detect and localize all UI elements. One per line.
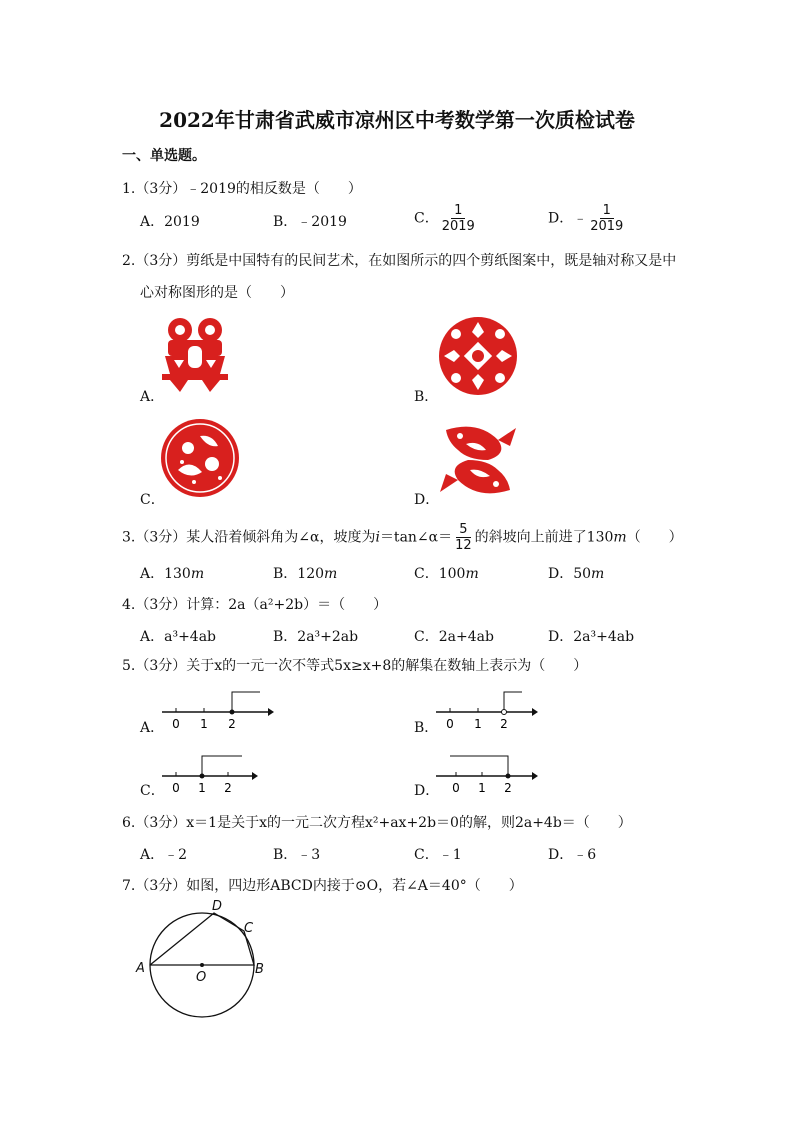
q5-option-c[interactable]: C． xyxy=(140,783,165,799)
q1-option-b[interactable]: B．﹣2019 xyxy=(273,214,347,230)
point-label-b: B xyxy=(255,962,264,977)
q3-option-b-label: B．120 xyxy=(273,566,325,582)
q6-prefix: 6.（3分） xyxy=(122,815,187,831)
q4-option-c[interactable]: C．2a+4ab xyxy=(414,629,494,645)
fraction-numerator: 1 xyxy=(600,203,614,219)
point-label-c: C xyxy=(244,921,254,936)
papercut-a-image[interactable] xyxy=(160,316,230,392)
q3-option-c[interactable] xyxy=(414,563,479,583)
question-3 xyxy=(122,522,683,553)
q6-option-c[interactable]: C．﹣1 xyxy=(414,847,462,863)
q4-prefix: 4.（3分） xyxy=(122,597,187,613)
q3-stem-d: （ ） xyxy=(626,529,683,546)
q5-option-b[interactable]: B． xyxy=(414,720,439,736)
q3-option-c-label: C．100 xyxy=(414,566,466,582)
q6-stem: x＝1是关于x的一元二次方程x²+ax+2b＝0的解，则2a+4b＝（ ） xyxy=(186,815,632,831)
papercut-d-image[interactable] xyxy=(438,420,518,500)
q3-option-d-label: D．50 xyxy=(548,566,592,582)
q2-option-d[interactable]: D． xyxy=(414,492,440,508)
unit: m xyxy=(190,566,205,582)
q7-stem: 如图，四边形ABCD内接于⊙O，若∠A＝40°（ ） xyxy=(186,878,523,894)
q4-option-d[interactable]: D．2a³+4ab xyxy=(548,629,635,645)
quadrilateral-abcd xyxy=(150,913,254,965)
fraction-numerator: 1 xyxy=(451,203,465,219)
q3-unit: m xyxy=(613,529,627,546)
tick-label: 0 xyxy=(452,781,460,795)
question-6 xyxy=(122,812,632,832)
point-label-a: A xyxy=(136,961,145,976)
tick-label: 1 xyxy=(198,781,206,795)
q1-option-c-label: C． xyxy=(414,210,439,227)
q4-option-a[interactable]: A．a³+4ab xyxy=(140,629,217,645)
q3-stem-c: 的斜坡向上前进了130 xyxy=(474,529,614,546)
q6-option-a[interactable]: A．﹣2 xyxy=(140,847,188,863)
q1-option-d[interactable] xyxy=(548,203,626,234)
tick-label: 0 xyxy=(172,717,180,731)
tick-label: 2 xyxy=(224,781,232,795)
tick-label: 1 xyxy=(200,717,208,731)
q2-stem-line2: 心对称图形的是（ ） xyxy=(140,285,294,301)
tick-label: 2 xyxy=(228,717,236,731)
number-line-c[interactable] xyxy=(160,752,275,796)
q1-option-d-label: D．﹣ xyxy=(548,210,588,227)
q5-prefix: 5.（3分） xyxy=(122,658,187,674)
unit: m xyxy=(591,566,605,582)
q2-option-a[interactable]: A． xyxy=(140,389,165,405)
q4-stem: 计算：2a（a²+2b）＝（ ） xyxy=(186,597,388,613)
fraction-denominator: 2019 xyxy=(441,219,475,234)
center-point xyxy=(200,963,204,967)
q5-option-d[interactable]: D． xyxy=(414,783,440,799)
question-5 xyxy=(122,655,587,675)
point-label-d: D xyxy=(212,899,223,914)
q1-option-a[interactable]: A．2019 xyxy=(140,214,200,230)
tick-label: 1 xyxy=(478,781,486,795)
tick-label: 0 xyxy=(172,781,180,795)
question-2 xyxy=(122,250,676,270)
unit: m xyxy=(324,566,338,582)
question-7 xyxy=(122,875,523,895)
q3-option-d[interactable] xyxy=(548,563,604,583)
number-line-b[interactable] xyxy=(434,688,549,732)
q5-option-a[interactable]: A． xyxy=(140,720,165,736)
q3-var-i: i xyxy=(375,529,380,546)
tick-label: 2 xyxy=(500,717,508,731)
q3-option-a[interactable] xyxy=(140,563,204,583)
question-4 xyxy=(122,594,387,614)
fraction xyxy=(452,522,475,553)
q6-option-b[interactable]: B．﹣3 xyxy=(273,847,321,863)
q2-option-b[interactable]: B． xyxy=(414,389,439,405)
tick-label: 2 xyxy=(504,781,512,795)
fraction-denominator: 12 xyxy=(455,538,472,553)
q1-stem: ﹣2019的相反数是（ ） xyxy=(186,181,362,197)
question-1 xyxy=(122,178,362,198)
circle-quadrilateral-diagram xyxy=(130,895,280,1020)
point-label-o: O xyxy=(196,970,207,985)
q6-option-d[interactable]: D．﹣6 xyxy=(548,847,597,863)
q5-stem: 关于x的一元一次不等式5x≥x+8的解集在数轴上表示为（ ） xyxy=(186,658,588,674)
tick-label: 1 xyxy=(474,717,482,731)
q7-prefix: 7.（3分） xyxy=(122,878,187,894)
q2-prefix: 2.（3分） xyxy=(122,253,187,269)
fraction xyxy=(439,203,478,234)
q3-prefix: 3.（3分） xyxy=(122,529,187,546)
unit: m xyxy=(465,566,479,582)
papercut-c-image[interactable] xyxy=(160,418,240,498)
number-line-a[interactable] xyxy=(160,688,275,732)
q3-stem-b: ＝tan∠α＝ xyxy=(379,529,453,546)
section-heading: 一、单选题。 xyxy=(122,148,206,164)
q3-option-a-label: A．130 xyxy=(140,566,191,582)
fraction-denominator: 2019 xyxy=(590,219,624,234)
fraction xyxy=(587,203,626,234)
tick-label: 0 xyxy=(446,717,454,731)
q3-stem-a: 某人沿着倾斜角为∠α，坡度为 xyxy=(186,529,376,546)
q3-option-b[interactable] xyxy=(273,563,337,583)
page-title: 2022年甘肃省武威市凉州区中考数学第一次质检试卷 xyxy=(159,108,635,132)
q4-option-b[interactable]: B．2a³+2ab xyxy=(273,629,359,645)
number-line-d[interactable] xyxy=(434,752,549,796)
q2-option-c[interactable]: C． xyxy=(140,492,165,508)
q1-prefix: 1.（3分） xyxy=(122,181,187,197)
fraction-numerator: 5 xyxy=(456,522,470,538)
q1-option-c[interactable] xyxy=(414,203,478,234)
papercut-b-image[interactable] xyxy=(438,316,518,396)
q2-stem-line1: 剪纸是中国特有的民间艺术，在如图所示的四个剪纸图案中，既是轴对称又是中 xyxy=(186,253,677,269)
